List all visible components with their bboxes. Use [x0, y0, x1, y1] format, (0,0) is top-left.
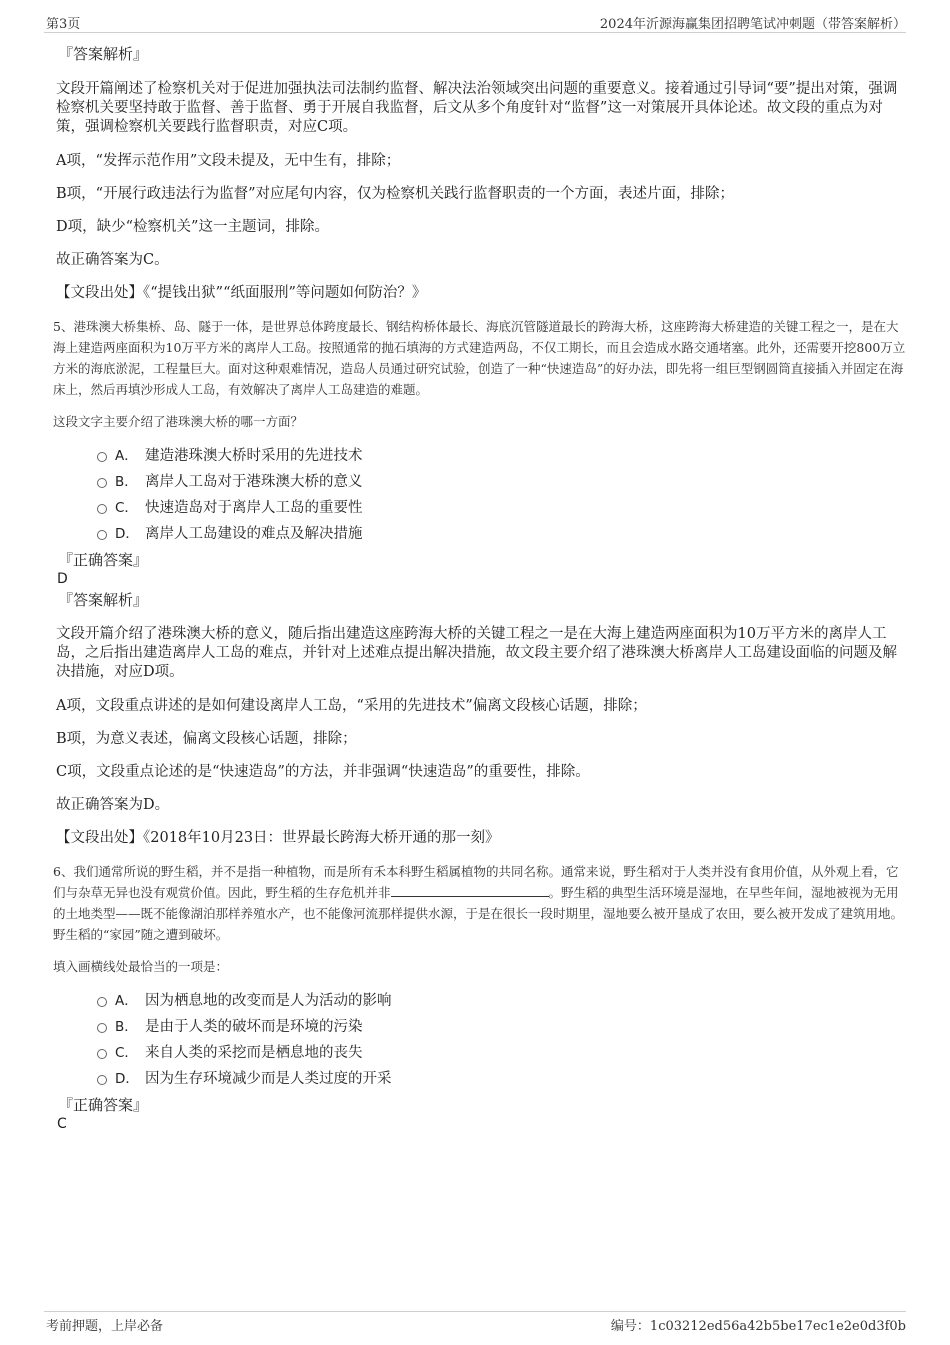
radio-icon[interactable]: [97, 1075, 107, 1085]
option-b[interactable]: B． 是由于人类的破坏而是环境的污染: [97, 1014, 906, 1040]
radio-icon[interactable]: [97, 452, 107, 462]
analysis-text: 文段开篇阐述了检察机关对于促进加强执法司法制约监督、解决法治领域突出问题的重要意义。接着通过引导词“要”提出对策，强调检察机关要坚持敢于监督、善于监督、勇于开展自我监督，后文从多个角度针对“监督”这一对策展开具体论述。故文段的重点为对策，强调检察机关要践行监督职责，对应C项。: [56, 81, 898, 135]
analysis-text: 文段开篇介绍了港珠澳大桥的意义，随后指出建造这座跨海大桥的关键工程之一是在大海上建造两座面积为10万平方米的离岸人工岛，之后指出建造离岸人工岛的难点，并针对上述难点提出解决措施，故文段主要介绍了港珠澳大桥离岸人工岛建设面临的问题及解决措施，对应D项。: [56, 626, 897, 680]
radio-icon[interactable]: [97, 530, 107, 540]
question-6-prompt: 填入画横线处最恰当的一项是：: [53, 959, 229, 974]
document-id: 编号：1c03212ed56a42b5be17ec1e2e0d3f0b: [610, 1319, 906, 1334]
radio-icon[interactable]: [97, 504, 107, 514]
page-header: [44, 10, 906, 33]
page-footer: [44, 1311, 906, 1336]
option-d[interactable]: D． 离岸人工岛建设的难点及解决措施: [97, 521, 906, 547]
document-title: 2024年沂源海赢集团招聘笔试冲刺题（带答案解析）: [599, 17, 906, 32]
correct-answer-label: 『正确答案』: [58, 1096, 149, 1114]
footer-slogan: 考前押题，上岸必备: [46, 1319, 164, 1334]
option-c[interactable]: C． 快速造岛对于离岸人工岛的重要性: [97, 495, 906, 521]
correct-answer: C: [57, 1116, 67, 1132]
question-5-text: 5、港珠澳大桥集桥、岛、隧于一体，是世界总体跨度最长、钢结构桥体最长、海底沉管隧道最长的跨海大桥，这座跨海大桥建造的关键工程之一，是在大海上建造两座面积为10万平方米的离岸人工岛。按照通常的抛石填海的方式建造两岛，不仅工期长，而且会造成水路交通堵塞。此外，还需要开挖800万立方米的海底淤泥，工程量巨大。面对这种艰难情况，造岛人员通过研究试验，创造了一种“快速造岛”的好办法，即先将一组巨型钢圆筒直接插入并固定在海床上，然后再填沙形成人工岛，有效解决了离岸人工岛建造的难题。: [53, 319, 906, 397]
question-5-options: [97, 443, 906, 547]
analysis-label: 『答案解析』: [58, 591, 149, 609]
analysis-label: 『答案解析』: [58, 45, 149, 63]
radio-icon[interactable]: [97, 1049, 107, 1059]
option-note-a: A项，文段重点讲述的是如何建设离岸人工岛，“采用的先进技术”偏离文段核心话题，排除；: [56, 698, 647, 714]
conclusion: 故正确答案为C。: [56, 252, 169, 268]
option-note-c: C项，文段重点论述的是“快速造岛”的方法，并非强调“快速造岛”的重要性，排除。: [56, 764, 590, 780]
conclusion: 故正确答案为D。: [56, 797, 170, 813]
option-d[interactable]: D． 因为生存环境减少而是人类过度的开采: [97, 1066, 906, 1092]
page-content: [53, 40, 906, 1133]
option-c[interactable]: C． 来自人类的采挖而是栖息地的丧失: [97, 1040, 906, 1066]
radio-icon[interactable]: [97, 478, 107, 488]
radio-icon[interactable]: [97, 1023, 107, 1033]
question-6-options: [97, 988, 906, 1092]
question-5-prompt: 这段文字主要介绍了港珠澳大桥的哪一方面？: [53, 414, 304, 429]
option-a[interactable]: A． 因为栖息地的改变而是人为活动的影响: [97, 988, 906, 1014]
option-note-a: A项，“发挥示范作用”文段未提及，无中生有，排除；: [56, 153, 401, 169]
radio-icon[interactable]: [97, 997, 107, 1007]
option-note-b: B项，为意义表述，偏离文段核心话题，排除；: [56, 731, 357, 747]
page-number: 第3页: [46, 17, 81, 32]
fill-blank: [391, 884, 549, 897]
option-a[interactable]: A． 建造港珠澳大桥时采用的先进技术: [97, 443, 906, 469]
correct-answer-label: 『正确答案』: [58, 551, 149, 569]
question-6-text: 6、我们通常所说的野生稻，并不是指一种植物，而是所有禾本科野生稻属植物的共同名称。通常来说，野生稻对于人类并没有食用价值，从外观上看，它们与杂草无异也没有观赏价值。因此，野生稻的生存危机并非 。野生稻的典型生活环境是湿地，在早些年间，湿地被视为无用的土地类型——既不能像湖泊那样养殖水产，也不能像河流那样提供水源，于是在很长一段时期里，湿地要么被开垦成了农田，要么被开发成了建筑用地。野生稻的“家园”随之遭到破坏。: [53, 864, 904, 942]
correct-answer: D: [57, 571, 68, 587]
option-note-d: D项，缺少“检察机关”这一主题词，排除。: [56, 219, 329, 235]
source-citation: 【文段出处】《“提钱出狱”“纸面服刑”等问题如何防治？》: [56, 285, 427, 301]
option-b[interactable]: B． 离岸人工岛对于港珠澳大桥的意义: [97, 469, 906, 495]
option-note-b: B项，“开展行政违法行为监督”对应尾句内容，仅为检察机关践行监督职责的一个方面，表述片面，排除；: [56, 186, 734, 202]
source-citation: 【文段出处】《2018年10月23日：世界最长跨海大桥开通的那一刻》: [56, 830, 500, 846]
